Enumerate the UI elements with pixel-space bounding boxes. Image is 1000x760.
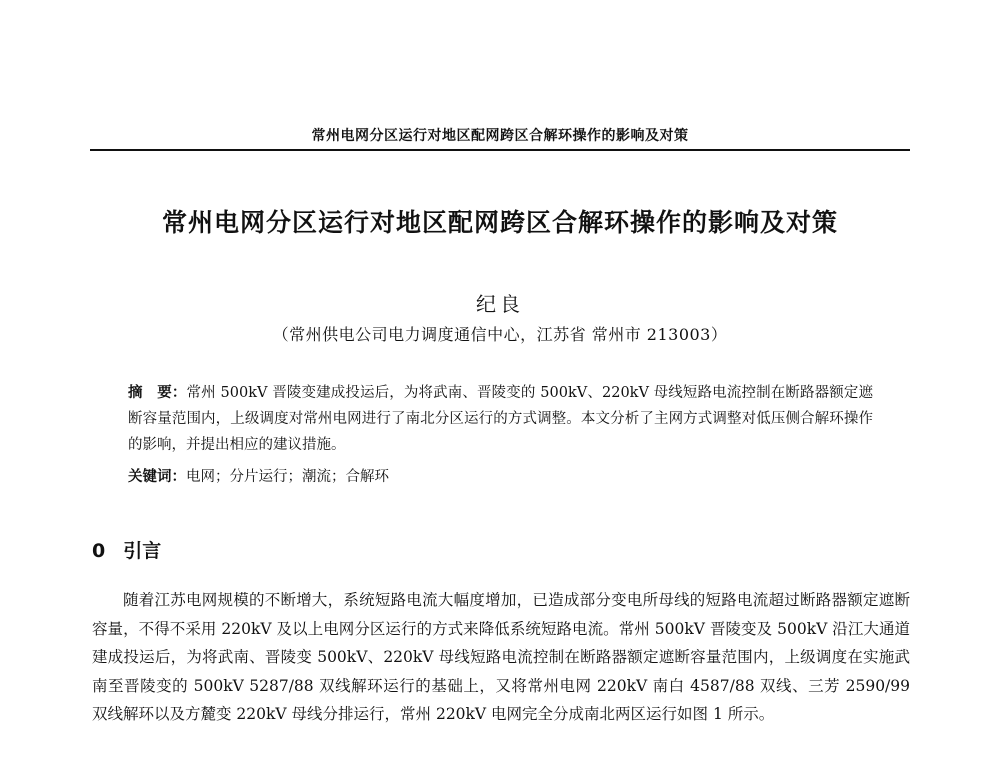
paper-title: 常州电网分区运行对地区配网跨区合解环操作的影响及对策 [161,208,838,237]
author: 纪良 [476,292,524,316]
keywords [128,465,873,489]
section-title: 引言 [123,540,162,562]
body-paragraph: 随着江苏电网规模的不断增大，系统短路电流大幅度增加，已造成部分变电所母线的短路电流超过断路器额定遮断容量，不得不采用 220kV 及以上电网分区运行的方式来降低系统短路电流。常州 500kV 晋陵变及 500kV 沿江大通道建成投运后，为将武南、晋陵变 500kV、220kV 母线短路电流控制在断路器额定遮断容量范围内，上级调度在实施武南至晋陵变的 500kV 5287/88 双线解环运行的基础上，又将常州电网 220kV 南白 4587/88 双线、三芳 2590/99 双线解环以及方麓变 220kV 母线分排运行，常州 220kV 电网完全分成南北两区运行如图 1 所示。 [92,591,910,723]
affiliation: （常州供电公司电力调度通信中心，江苏省 常州市 213003） [272,325,728,344]
keywords-text: 电网；分片运行；潮流；合解环 [186,469,389,485]
abstract-label: 摘 要： [128,385,187,401]
section-number: 0 [92,540,106,562]
abstract-text: 常州 500kV 晋陵变建成投运后，为将武南、晋陵变的 500kV、220kV 母线短路电流控制在断路器额定遮断容量范围内，上级调度对常州电网进行了南北分区运行的方式调整。本文分析了主网方式调整对低压侧合解环操作的影响，并提出相应的建议措施。 [128,385,873,453]
abstract [128,380,873,458]
section-heading [92,536,161,563]
running-header: 常州电网分区运行对地区配网跨区合解环操作的影响及对策 [311,128,689,144]
header-rule [90,149,910,151]
keywords-label: 关键词： [128,469,186,485]
